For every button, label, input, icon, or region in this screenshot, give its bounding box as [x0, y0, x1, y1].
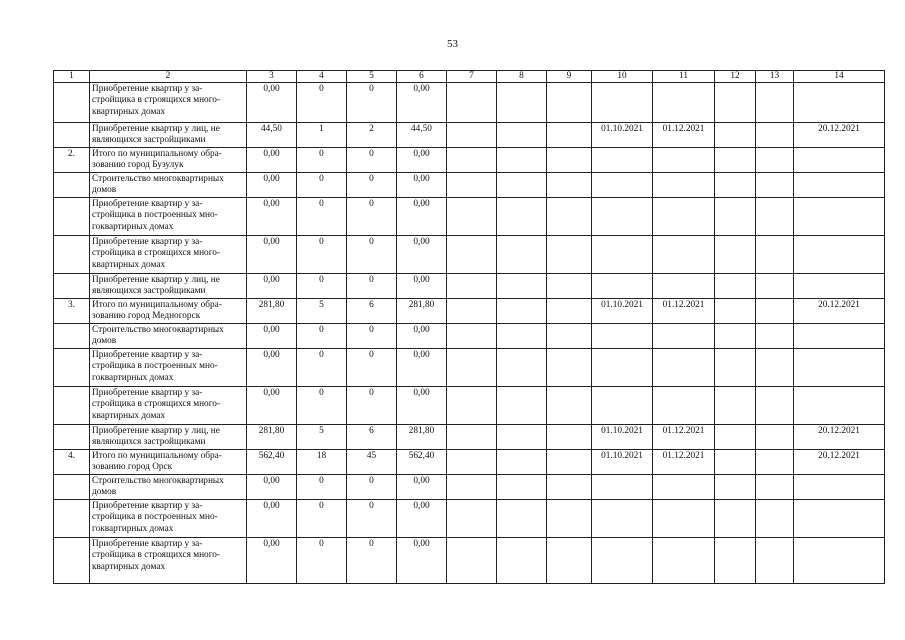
table-cell: [547, 387, 592, 425]
column-header-5: 5: [347, 71, 397, 83]
table-cell: [756, 500, 794, 538]
date-cell: [653, 475, 715, 500]
value-cell: 281,80: [247, 299, 297, 324]
value-cell: 0,00: [397, 500, 447, 538]
date-cell: [794, 173, 885, 198]
date-cell: [653, 173, 715, 198]
row-number-cell: [54, 500, 90, 538]
value-cell: 0,00: [247, 349, 297, 387]
table-cell: [715, 387, 756, 425]
value-cell: 0,00: [247, 148, 297, 173]
table-cell: [756, 198, 794, 236]
date-cell: [794, 148, 885, 173]
column-header-11: 11: [653, 71, 715, 83]
table-cell: [756, 123, 794, 148]
value-cell: 0: [297, 236, 347, 274]
date-cell: [592, 236, 653, 274]
date-cell: [653, 198, 715, 236]
date-cell: [653, 83, 715, 123]
value-cell: 281,80: [397, 425, 447, 450]
column-header-1: 1: [54, 71, 90, 83]
row-description-cell: Приобретение квартир у за-стройщика в построенных мно-гоквартирных домах: [90, 198, 247, 236]
value-cell: 281,80: [247, 425, 297, 450]
value-cell: 0: [347, 475, 397, 500]
row-number-cell: [54, 236, 90, 274]
value-cell: 0: [347, 198, 397, 236]
table-cell: [447, 425, 497, 450]
table-cell: [756, 450, 794, 475]
table-cell: [547, 450, 592, 475]
date-cell: [794, 500, 885, 538]
date-cell: [653, 538, 715, 584]
table-cell: [547, 349, 592, 387]
header-row: [54, 71, 885, 83]
table-cell: [715, 450, 756, 475]
table-row: [54, 148, 885, 173]
table-row: [54, 324, 885, 349]
row-description-cell: Приобретение квартир у за-стройщика в строящихся много-квартирных домах: [90, 387, 247, 425]
table-cell: [547, 324, 592, 349]
row-description-cell: Итого по муниципальному обра-зованию город Медногорск: [90, 299, 247, 324]
column-header-4: 4: [297, 71, 347, 83]
value-cell: 562,40: [397, 450, 447, 475]
date-cell: [592, 475, 653, 500]
date-cell: 20.12.2021: [794, 299, 885, 324]
row-description-cell: Приобретение квартир у за-стройщика в строящихся много-квартирных домах: [90, 236, 247, 274]
table-cell: [715, 198, 756, 236]
table-cell: [497, 123, 547, 148]
value-cell: 0: [347, 236, 397, 274]
row-number-cell: [54, 198, 90, 236]
row-description-cell: Приобретение квартир у лиц, не являющихся застройщиками: [90, 425, 247, 450]
column-header-3: 3: [247, 71, 297, 83]
table-cell: [547, 425, 592, 450]
table-cell: [715, 538, 756, 584]
table-row: [54, 123, 885, 148]
column-header-8: 8: [497, 71, 547, 83]
table-cell: [715, 236, 756, 274]
row-number-cell: 4.: [54, 450, 90, 475]
value-cell: 0,00: [247, 475, 297, 500]
table-cell: [547, 123, 592, 148]
date-cell: [592, 274, 653, 299]
table-cell: [756, 425, 794, 450]
table-cell: [756, 148, 794, 173]
table-cell: [497, 387, 547, 425]
column-header-13: 13: [756, 71, 794, 83]
table-cell: [447, 324, 497, 349]
value-cell: 0,00: [397, 198, 447, 236]
table-cell: [756, 173, 794, 198]
table-cell: [715, 274, 756, 299]
date-cell: [794, 475, 885, 500]
table-cell: [715, 83, 756, 123]
table-cell: [497, 324, 547, 349]
value-cell: 2: [347, 123, 397, 148]
table-cell: [497, 538, 547, 584]
table-cell: [547, 475, 592, 500]
date-cell: [794, 83, 885, 123]
value-cell: 0,00: [397, 83, 447, 123]
date-cell: 01.10.2021: [592, 299, 653, 324]
date-cell: 01.10.2021: [592, 425, 653, 450]
date-cell: [653, 148, 715, 173]
table-cell: [756, 538, 794, 584]
table-row: [54, 83, 885, 123]
value-cell: 0: [297, 387, 347, 425]
value-cell: 0,00: [247, 198, 297, 236]
date-cell: 01.10.2021: [592, 450, 653, 475]
table-cell: [447, 299, 497, 324]
value-cell: 0,00: [397, 538, 447, 584]
row-number-cell: [54, 324, 90, 349]
value-cell: 0,00: [247, 274, 297, 299]
value-cell: 281,80: [397, 299, 447, 324]
table-cell: [547, 299, 592, 324]
date-cell: 01.10.2021: [592, 123, 653, 148]
date-cell: 01.12.2021: [653, 123, 715, 148]
value-cell: 0: [297, 475, 347, 500]
table-cell: [756, 349, 794, 387]
value-cell: 5: [297, 299, 347, 324]
table-cell: [756, 324, 794, 349]
date-cell: [653, 500, 715, 538]
table-cell: [715, 324, 756, 349]
row-description-cell: Приобретение квартир у лиц, не являющихся застройщиками: [90, 123, 247, 148]
table-row: [54, 299, 885, 324]
value-cell: 0,00: [247, 83, 297, 123]
date-cell: [794, 274, 885, 299]
table-cell: [756, 236, 794, 274]
table-cell: [715, 299, 756, 324]
column-header-10: 10: [592, 71, 653, 83]
date-cell: [653, 236, 715, 274]
row-description-cell: Строительство многоквартирных домов: [90, 475, 247, 500]
row-description-cell: Строительство многоквартирных домов: [90, 173, 247, 198]
date-cell: [592, 324, 653, 349]
table-row: [54, 198, 885, 236]
value-cell: 0: [297, 148, 347, 173]
date-cell: [592, 500, 653, 538]
table-cell: [715, 173, 756, 198]
table-cell: [497, 500, 547, 538]
date-cell: [592, 349, 653, 387]
value-cell: 0,00: [247, 324, 297, 349]
table-cell: [447, 148, 497, 173]
column-header-14: 14: [794, 71, 885, 83]
date-cell: [794, 236, 885, 274]
row-description-cell: Итого по муниципальному обра-зованию город Орск: [90, 450, 247, 475]
row-number-cell: [54, 173, 90, 198]
table-cell: [547, 83, 592, 123]
date-cell: [653, 274, 715, 299]
value-cell: 0,00: [397, 387, 447, 425]
table-row: [54, 236, 885, 274]
value-cell: 44,50: [247, 123, 297, 148]
table-cell: [497, 236, 547, 274]
date-cell: [592, 148, 653, 173]
value-cell: 44,50: [397, 123, 447, 148]
table-cell: [547, 274, 592, 299]
table-cell: [497, 274, 547, 299]
table-cell: [756, 83, 794, 123]
table-cell: [715, 349, 756, 387]
row-number-cell: [54, 274, 90, 299]
date-cell: [794, 349, 885, 387]
date-cell: [592, 83, 653, 123]
table-row: [54, 387, 885, 425]
row-number-cell: [54, 123, 90, 148]
table-row: [54, 538, 885, 584]
date-cell: [592, 538, 653, 584]
row-description-cell: Строительство многоквартирных домов: [90, 324, 247, 349]
value-cell: 0,00: [397, 236, 447, 274]
value-cell: 1: [297, 123, 347, 148]
table-row: [54, 349, 885, 387]
table-cell: [497, 450, 547, 475]
value-cell: 0,00: [247, 538, 297, 584]
value-cell: 0,00: [397, 349, 447, 387]
column-header-9: 9: [547, 71, 592, 83]
table-cell: [715, 500, 756, 538]
table-cell: [497, 425, 547, 450]
table-row: [54, 500, 885, 538]
table-cell: [756, 274, 794, 299]
table-cell: [447, 475, 497, 500]
table-cell: [756, 475, 794, 500]
value-cell: 0,00: [247, 500, 297, 538]
row-number-cell: [54, 83, 90, 123]
table-cell: [497, 173, 547, 198]
table-cell: [715, 123, 756, 148]
table-cell: [497, 299, 547, 324]
table-cell: [447, 349, 497, 387]
column-header-6: 6: [397, 71, 447, 83]
table-cell: [447, 83, 497, 123]
table-cell: [447, 387, 497, 425]
table-cell: [447, 198, 497, 236]
date-cell: [592, 173, 653, 198]
table-cell: [756, 299, 794, 324]
value-cell: 0: [347, 148, 397, 173]
value-cell: 0,00: [397, 274, 447, 299]
value-cell: 6: [347, 299, 397, 324]
column-header-2: 2: [90, 71, 247, 83]
table-cell: [497, 198, 547, 236]
table-cell: [447, 173, 497, 198]
value-cell: 0: [347, 173, 397, 198]
table-cell: [447, 123, 497, 148]
table-row: [54, 425, 885, 450]
value-cell: 45: [347, 450, 397, 475]
row-number-cell: [54, 349, 90, 387]
row-description-cell: Приобретение квартир у за-стройщика в строящихся много-квартирных домах: [90, 83, 247, 123]
row-number-cell: [54, 425, 90, 450]
value-cell: 0: [347, 324, 397, 349]
value-cell: 6: [347, 425, 397, 450]
value-cell: 0: [297, 324, 347, 349]
value-cell: 0: [297, 173, 347, 198]
table-cell: [447, 500, 497, 538]
row-number-cell: 3.: [54, 299, 90, 324]
row-number-cell: [54, 387, 90, 425]
date-cell: [653, 324, 715, 349]
date-cell: 01.12.2021: [653, 299, 715, 324]
value-cell: 0: [347, 538, 397, 584]
value-cell: 0: [347, 500, 397, 538]
table-cell: [497, 83, 547, 123]
row-description-cell: Приобретение квартир у за-стройщика в построенных мно-гоквартирных домах: [90, 349, 247, 387]
column-header-12: 12: [715, 71, 756, 83]
date-cell: [653, 387, 715, 425]
value-cell: 0: [347, 274, 397, 299]
table-cell: [447, 450, 497, 475]
date-cell: 01.12.2021: [653, 450, 715, 475]
table-cell: [497, 349, 547, 387]
value-cell: 0: [297, 198, 347, 236]
row-description-cell: Итого по муниципальному обра-зованию город Бузулук: [90, 148, 247, 173]
value-cell: 0: [297, 274, 347, 299]
table-cell: [715, 425, 756, 450]
table-cell: [547, 198, 592, 236]
table-cell: [547, 173, 592, 198]
page-number: 53: [447, 38, 458, 50]
table-cell: [497, 475, 547, 500]
date-cell: [794, 538, 885, 584]
value-cell: 0,00: [247, 173, 297, 198]
table-cell: [715, 148, 756, 173]
date-cell: [794, 198, 885, 236]
value-cell: 562,40: [247, 450, 297, 475]
date-cell: 20.12.2021: [794, 123, 885, 148]
value-cell: 0: [297, 500, 347, 538]
value-cell: 0: [297, 83, 347, 123]
table-row: [54, 450, 885, 475]
date-cell: [592, 387, 653, 425]
table-cell: [715, 475, 756, 500]
value-cell: 0,00: [397, 148, 447, 173]
value-cell: 18: [297, 450, 347, 475]
date-cell: 20.12.2021: [794, 450, 885, 475]
date-cell: 20.12.2021: [794, 425, 885, 450]
row-description-cell: Приобретение квартир у за-стройщика в построенных мно-гоквартирных домах: [90, 500, 247, 538]
value-cell: 0: [347, 83, 397, 123]
table-cell: [447, 236, 497, 274]
table-cell: [447, 538, 497, 584]
date-cell: [653, 349, 715, 387]
table-cell: [547, 236, 592, 274]
date-cell: [794, 324, 885, 349]
table-row: [54, 173, 885, 198]
table-cell: [447, 274, 497, 299]
table-cell: [547, 500, 592, 538]
value-cell: 0,00: [397, 475, 447, 500]
value-cell: 0,00: [247, 387, 297, 425]
value-cell: 0: [297, 349, 347, 387]
value-cell: 0,00: [247, 236, 297, 274]
table-row: [54, 475, 885, 500]
date-cell: [794, 387, 885, 425]
table-cell: [547, 148, 592, 173]
value-cell: 5: [297, 425, 347, 450]
table-cell: [547, 538, 592, 584]
value-cell: 0,00: [397, 173, 447, 198]
table-cell: [497, 148, 547, 173]
date-cell: [592, 198, 653, 236]
date-cell: 01.12.2021: [653, 425, 715, 450]
table-body: [54, 83, 885, 584]
data-table: [53, 70, 885, 584]
value-cell: 0: [347, 387, 397, 425]
row-number-cell: [54, 475, 90, 500]
row-description-cell: Приобретение квартир у за-стройщика в строящихся много-квартирных домах: [90, 538, 247, 584]
value-cell: 0,00: [397, 324, 447, 349]
row-number-cell: 2.: [54, 148, 90, 173]
table-row: [54, 274, 885, 299]
value-cell: 0: [347, 349, 397, 387]
value-cell: 0: [297, 538, 347, 584]
column-header-7: 7: [447, 71, 497, 83]
row-number-cell: [54, 538, 90, 584]
table-cell: [756, 387, 794, 425]
row-description-cell: Приобретение квартир у лиц, не являющихся застройщиками: [90, 274, 247, 299]
